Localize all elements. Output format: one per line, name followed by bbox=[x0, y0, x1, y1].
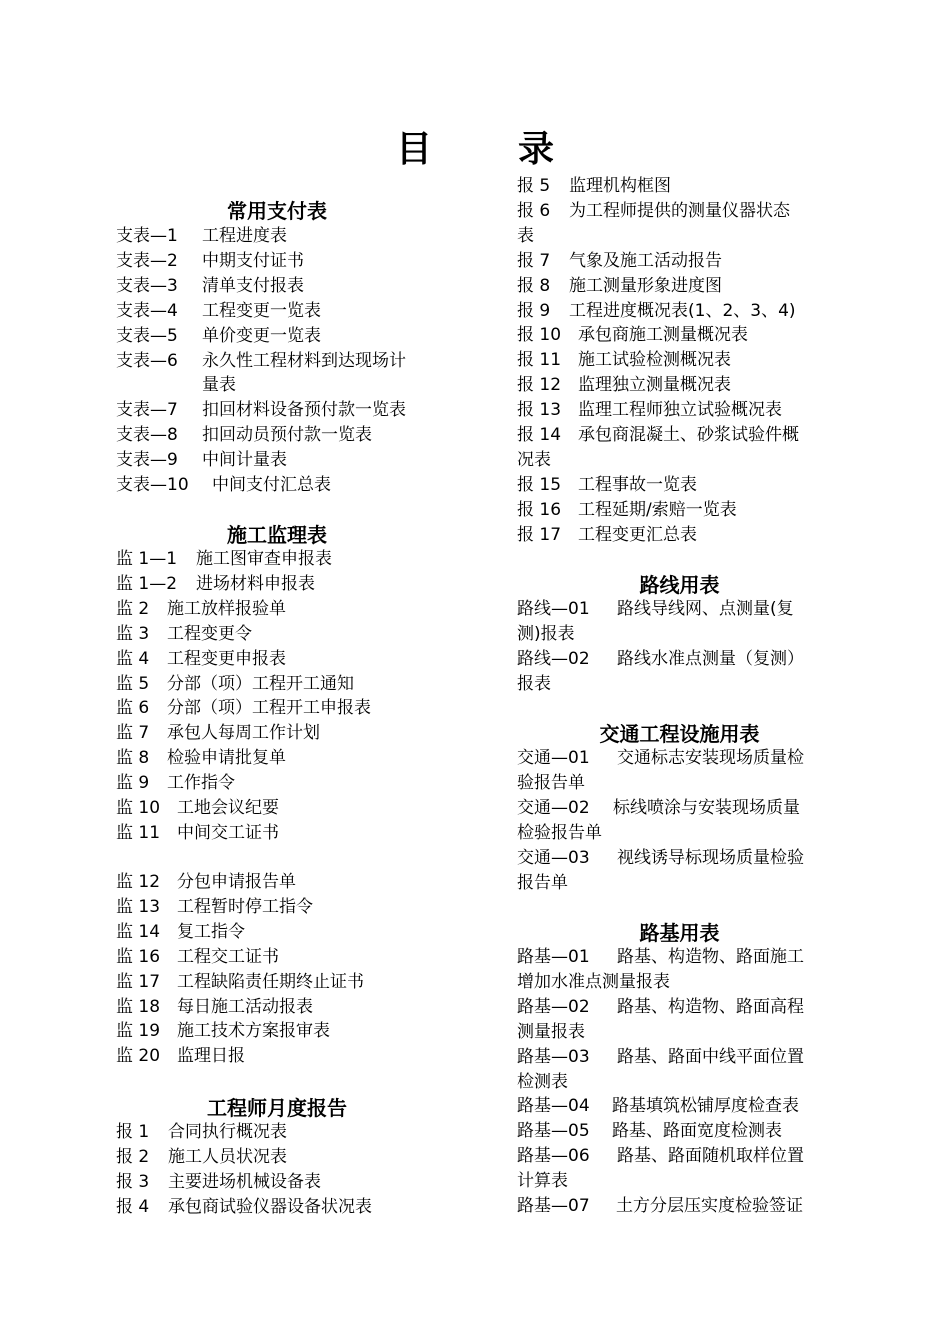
toc-entry bbox=[116, 920, 438, 945]
toc-entry-code: 监 6 bbox=[116, 698, 150, 719]
toc-entry-code: 路基—02 bbox=[517, 996, 590, 1017]
toc-entry bbox=[116, 1120, 438, 1145]
toc-entry-title: 工程变更汇总表 bbox=[578, 524, 697, 545]
toc-entry-title-continued: 报告单 bbox=[517, 872, 568, 893]
toc-entry-title: 分包申请报告单 bbox=[177, 872, 296, 892]
toc-entry bbox=[116, 349, 438, 374]
toc-entry-code: 报 2 bbox=[116, 1146, 150, 1167]
toc-entry-code: 监 14 bbox=[116, 921, 161, 942]
toc-entry-title: 施工技术方案报审表 bbox=[177, 1021, 330, 1042]
toc-entry bbox=[517, 995, 842, 1020]
toc-entry-title-continued: 测)报表 bbox=[517, 623, 575, 644]
toc-entry-title-continued: 验报告单 bbox=[517, 772, 585, 793]
page-title bbox=[0, 126, 950, 174]
toc-entry-code: 报 4 bbox=[116, 1196, 150, 1217]
toc-entry-title: 工程延期/索赔一览表 bbox=[578, 499, 737, 520]
toc-entry bbox=[116, 249, 438, 274]
toc-entry-code: 路基—04 bbox=[517, 1096, 590, 1117]
toc-entry-title-continued: 况表 bbox=[517, 449, 551, 470]
toc-entry-title: 施工试验检测概况表 bbox=[578, 350, 731, 371]
toc-entry bbox=[517, 373, 842, 398]
toc-entry bbox=[116, 821, 438, 846]
toc-entry-title: 中间支付汇总表 bbox=[212, 475, 331, 495]
toc-entry-code: 支表—2 bbox=[116, 250, 178, 271]
toc-entry bbox=[116, 970, 438, 995]
toc-entry bbox=[517, 597, 842, 622]
toc-entry-title: 路基填筑松铺厚度检查表 bbox=[612, 1096, 799, 1117]
toc-entry bbox=[116, 1145, 438, 1170]
toc-entry-code: 监 10 bbox=[116, 798, 161, 818]
toc-entry-code: 支表—5 bbox=[116, 325, 178, 346]
toc-entry-code: 路基—06 bbox=[517, 1146, 590, 1167]
toc-entry bbox=[517, 323, 842, 348]
toc-entry-title-continued: 表 bbox=[517, 225, 534, 246]
toc-entry-code: 监 12 bbox=[116, 872, 161, 892]
toc-entry-code: 报 11 bbox=[517, 350, 562, 371]
toc-entry-title: 路基、构造物、路面高程 bbox=[617, 996, 804, 1017]
toc-entry-title: 合同执行概况表 bbox=[168, 1122, 287, 1142]
toc-entry-title: 分部（项）工程开工申报表 bbox=[167, 698, 371, 719]
toc-entry-title: 扣回材料设备预付款一览表 bbox=[202, 400, 406, 421]
toc-entry-title: 工作指令 bbox=[167, 773, 235, 794]
toc-entry bbox=[116, 324, 438, 349]
toc-entry bbox=[116, 746, 438, 771]
toc-entry-title: 监理工程师独立试验概况表 bbox=[578, 400, 782, 421]
toc-entry-code: 报 1 bbox=[116, 1122, 150, 1142]
toc-entry-title: 清单支付报表 bbox=[202, 275, 304, 296]
toc-entry-title: 工程暂时停工指令 bbox=[177, 896, 313, 917]
toc-entry-code: 路基—05 bbox=[517, 1121, 590, 1142]
toc-entry bbox=[116, 672, 438, 697]
toc-entry-title-continued: 计算表 bbox=[517, 1171, 568, 1192]
toc-entry bbox=[116, 721, 438, 746]
toc-entry-code: 路基—01 bbox=[517, 947, 590, 967]
toc-entry-code: 报 8 bbox=[517, 275, 551, 296]
toc-entry bbox=[517, 1045, 842, 1070]
toc-entry bbox=[116, 796, 438, 821]
toc-entry-title: 路基、构造物、路面施工 bbox=[617, 947, 804, 967]
section-heading: 工程师月度报告 bbox=[207, 1096, 347, 1120]
toc-entry bbox=[116, 870, 438, 895]
toc-entry bbox=[116, 274, 438, 299]
toc-entry bbox=[116, 1195, 438, 1220]
toc-entry bbox=[517, 498, 842, 523]
toc-entry bbox=[116, 597, 438, 622]
section-heading: 交通工程设施用表 bbox=[599, 722, 760, 746]
toc-entry-code: 监 8 bbox=[116, 748, 150, 769]
toc-entry bbox=[517, 746, 842, 771]
toc-entry-title: 路基、路面宽度检测表 bbox=[612, 1121, 782, 1142]
toc-entry-title: 路线水准点测量（复测） bbox=[617, 648, 804, 669]
toc-entry-title: 工程变更一览表 bbox=[202, 300, 321, 321]
section-heading: 施工监理表 bbox=[227, 523, 327, 547]
toc-entry-code: 交通—01 bbox=[517, 748, 590, 768]
toc-entry bbox=[116, 895, 438, 920]
toc-entry bbox=[517, 398, 842, 423]
toc-entry bbox=[116, 696, 438, 721]
toc-entry-code: 报 3 bbox=[116, 1171, 150, 1192]
toc-entry-code: 路基—03 bbox=[517, 1046, 590, 1067]
toc-entry-title: 工程变更令 bbox=[167, 623, 252, 644]
toc-entry-title: 施工图审查申报表 bbox=[196, 549, 332, 569]
toc-entry bbox=[116, 299, 438, 324]
toc-entry-code: 监 7 bbox=[116, 723, 150, 744]
toc-entry bbox=[116, 547, 438, 572]
toc-entry-title: 承包商试验仪器设备状况表 bbox=[168, 1196, 372, 1217]
toc-entry-code: 监 18 bbox=[116, 996, 161, 1017]
toc-entry-code: 监 19 bbox=[116, 1021, 161, 1042]
toc-entry-title: 复工指令 bbox=[177, 921, 245, 942]
toc-entry-title: 主要进场机械设备表 bbox=[168, 1171, 321, 1192]
section-heading: 常用支付表 bbox=[227, 199, 327, 223]
toc-entry-title: 中间计量表 bbox=[202, 450, 287, 471]
toc-entry-title: 工程进度概况表(1、2、3、4) bbox=[569, 300, 796, 321]
toc-entry-code: 支表—6 bbox=[116, 350, 178, 371]
toc-entry-code: 报 6 bbox=[517, 200, 551, 221]
toc-entry-code: 交通—03 bbox=[517, 847, 590, 868]
toc-entry bbox=[116, 572, 438, 597]
toc-entry-code: 监 11 bbox=[116, 822, 161, 843]
toc-entry-code: 监 1—1 bbox=[116, 549, 178, 569]
toc-entry-title: 中间交工证书 bbox=[177, 822, 279, 843]
toc-entry-title: 视线诱导标现场质量检验 bbox=[617, 847, 804, 868]
toc-entry-code: 报 5 bbox=[517, 176, 551, 196]
toc-entry-code: 支表—8 bbox=[116, 425, 178, 446]
toc-entry-title: 监理独立测量概况表 bbox=[578, 375, 731, 396]
toc-entry-code: 监 1—2 bbox=[116, 573, 178, 594]
toc-entry bbox=[116, 473, 438, 498]
title-char-2: 录 bbox=[518, 129, 555, 170]
toc-entry-code: 路线—02 bbox=[517, 648, 590, 669]
toc-entry-title: 气象及施工活动报告 bbox=[569, 250, 722, 271]
toc-entry bbox=[116, 423, 438, 448]
toc-entry-code: 监 16 bbox=[116, 946, 161, 967]
toc-entry-title: 施工人员状况表 bbox=[168, 1146, 287, 1167]
toc-entry bbox=[116, 1044, 438, 1069]
toc-entry bbox=[517, 1144, 842, 1169]
toc-entry bbox=[116, 622, 438, 647]
toc-entry-title-continued: 检测表 bbox=[517, 1071, 568, 1092]
toc-entry-title: 交通标志安装现场质量检 bbox=[617, 748, 804, 768]
toc-entry-title: 每日施工活动报表 bbox=[177, 996, 313, 1017]
toc-entry-title: 施工测量形象进度图 bbox=[569, 275, 722, 296]
toc-entry bbox=[517, 473, 842, 498]
toc-entry bbox=[517, 796, 842, 821]
toc-entry-title: 工程变更申报表 bbox=[167, 648, 286, 669]
toc-entry-code: 报 15 bbox=[517, 474, 562, 495]
toc-entry bbox=[116, 448, 438, 473]
toc-entry bbox=[517, 945, 842, 970]
toc-entry-code: 监 4 bbox=[116, 648, 150, 669]
toc-entry bbox=[517, 423, 842, 448]
toc-entry bbox=[517, 174, 842, 199]
toc-entry-code: 监 2 bbox=[116, 598, 150, 619]
toc-entry-code: 支表—10 bbox=[116, 475, 189, 495]
toc-entry bbox=[116, 1019, 438, 1044]
toc-entry-code: 监 9 bbox=[116, 773, 150, 794]
toc-entry bbox=[517, 199, 842, 224]
toc-entry-title: 承包商混凝土、砂浆试验件概 bbox=[578, 425, 799, 445]
toc-entry bbox=[116, 771, 438, 796]
toc-entry-code: 交通—02 bbox=[517, 797, 590, 818]
toc-entry-title-continued: 检验报告单 bbox=[517, 822, 602, 843]
toc-entry bbox=[517, 647, 842, 672]
toc-entry bbox=[517, 846, 842, 871]
toc-entry bbox=[517, 274, 842, 299]
toc-entry-code: 监 20 bbox=[116, 1046, 161, 1067]
toc-entry-code: 报 10 bbox=[517, 325, 562, 346]
toc-entry-title-continued: 报表 bbox=[517, 673, 551, 694]
toc-entry-title: 承包商施工测量概况表 bbox=[578, 325, 748, 346]
toc-entry bbox=[517, 348, 842, 373]
section-heading: 路线用表 bbox=[639, 573, 720, 597]
toc-entry-code: 报 9 bbox=[517, 300, 551, 321]
toc-entry-title-continued: 测量报表 bbox=[517, 1021, 585, 1042]
toc-entry bbox=[116, 945, 438, 970]
toc-entry-title: 分部（项）工程开工通知 bbox=[167, 673, 354, 694]
section-heading: 路基用表 bbox=[639, 921, 720, 945]
toc-entry bbox=[116, 224, 438, 249]
toc-entry-code: 支表—4 bbox=[116, 300, 178, 321]
toc-entry-code: 监 13 bbox=[116, 896, 161, 917]
toc-entry-title: 施工放样报验单 bbox=[167, 598, 286, 619]
toc-entry-title: 永久性工程材料到达现场计 bbox=[202, 350, 406, 371]
toc-entry bbox=[116, 1170, 438, 1195]
toc-entry-title: 路基、路面随机取样位置 bbox=[617, 1146, 804, 1167]
toc-entry bbox=[116, 995, 438, 1020]
toc-entry bbox=[116, 398, 438, 423]
toc-entry-code: 监 3 bbox=[116, 623, 150, 644]
toc-entry-title-continued: 量表 bbox=[202, 375, 236, 396]
toc-entry-code: 支表—1 bbox=[116, 226, 178, 246]
toc-entry bbox=[517, 1119, 842, 1144]
toc-entry-code: 支表—3 bbox=[116, 275, 178, 296]
toc-entry bbox=[517, 1094, 842, 1119]
toc-entry-code: 报 12 bbox=[517, 375, 562, 396]
toc-entry-title: 工程事故一览表 bbox=[578, 474, 697, 495]
toc-entry-title: 工程交工证书 bbox=[177, 946, 279, 967]
toc-entry-code: 报 13 bbox=[517, 400, 562, 421]
toc-entry-code: 报 14 bbox=[517, 425, 562, 445]
toc-entry-title: 扣回动员预付款一览表 bbox=[202, 425, 372, 446]
toc-entry bbox=[517, 523, 842, 548]
toc-entry-code: 报 16 bbox=[517, 499, 562, 520]
toc-entry-title: 土方分层压实度检验签证 bbox=[616, 1196, 803, 1216]
toc-entry-code: 报 17 bbox=[517, 524, 562, 545]
toc-entry bbox=[517, 249, 842, 274]
toc-entry-code: 报 7 bbox=[517, 250, 551, 271]
toc-entry-title: 工程进度表 bbox=[202, 226, 287, 246]
toc-entry bbox=[116, 647, 438, 672]
toc-entry-title: 工程缺陷责任期终止证书 bbox=[177, 971, 364, 992]
toc-entry-title: 监理日报 bbox=[177, 1046, 245, 1067]
toc-entry-title: 检验申请批复单 bbox=[167, 748, 286, 769]
toc-entry-title-continued: 增加水准点测量报表 bbox=[517, 971, 670, 992]
toc-entry-code: 支表—9 bbox=[116, 450, 178, 471]
toc-entry-title: 中期支付证书 bbox=[202, 250, 304, 271]
toc-entry-title: 进场材料申报表 bbox=[196, 573, 315, 594]
title-char-1: 目 bbox=[395, 129, 432, 170]
toc-entry-code: 监 5 bbox=[116, 673, 150, 694]
toc-entry-title: 单价变更一览表 bbox=[202, 325, 321, 346]
toc-entry-title: 为工程师提供的测量仪器状态 bbox=[569, 200, 790, 221]
toc-entry-code: 支表—7 bbox=[116, 400, 178, 421]
toc-entry-title: 路线导线网、点测量(复 bbox=[617, 599, 794, 619]
toc-entry bbox=[517, 299, 842, 324]
toc-entry-code: 路基—07 bbox=[517, 1196, 590, 1216]
toc-entry-title: 路基、路面中线平面位置 bbox=[617, 1046, 804, 1067]
toc-entry-title: 监理机构框图 bbox=[569, 176, 671, 196]
toc-entry-title: 承包人每周工作计划 bbox=[167, 723, 320, 744]
toc-entry-title: 工地会议纪要 bbox=[177, 798, 279, 818]
toc-entry-title: 标线喷涂与安装现场质量 bbox=[613, 797, 800, 818]
toc-entry bbox=[517, 1194, 842, 1219]
toc-entry-code: 路线—01 bbox=[517, 599, 590, 619]
toc-entry-code: 监 17 bbox=[116, 971, 161, 992]
